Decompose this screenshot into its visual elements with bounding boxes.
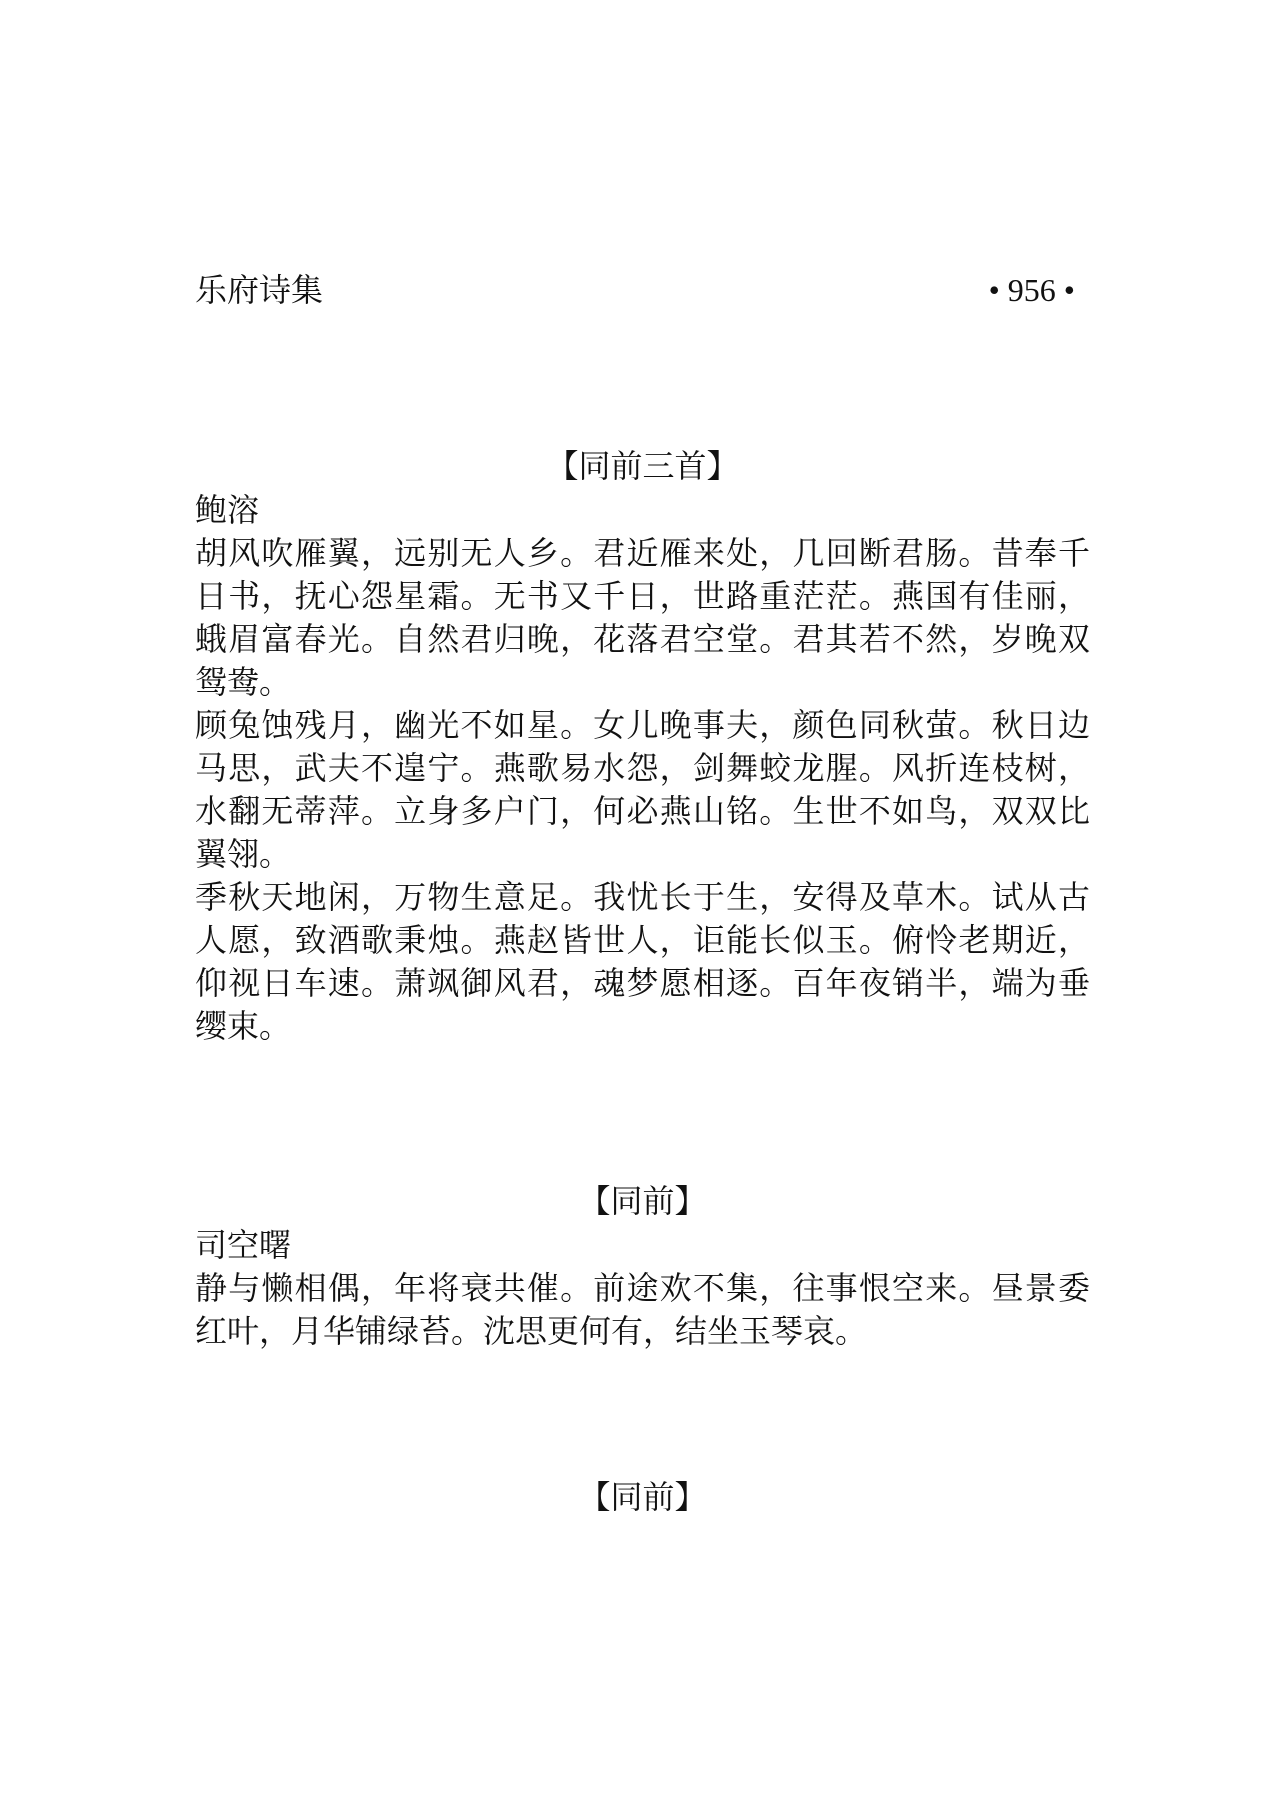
- poem-text: 静与懒相偶，年将衰共催。前途欢不集，往事恨空来。昼景委红叶，月华铺绿苔。沈思更何有，结坐玉琴哀。: [195, 1269, 1090, 1350]
- author-name: 司空曙: [195, 1226, 292, 1264]
- poem-text: 季秋天地闲，万物生意足。我忧长于生，安得及草木。试从古人愿，致酒歌秉烛。燕赵皆世人，讵能长似玉。俯怜老期近，仰视日车速。萧飒御风君，魂梦愿相逐。百年夜销半，端为垂缨束。: [195, 878, 1090, 1045]
- poem-section: [195, 444, 1090, 1048]
- section-heading: 【同前】: [578, 1478, 707, 1516]
- poem-text: 顾兔蚀残月，幽光不如星。女儿晚事夫，颜色同秋萤。秋日边马思，武夫不遑宁。燕歌易水怨，剑舞蛟龙腥。风折连枝树，水翻无蒂萍。立身多户门，何必燕山铭。生世不如鸟，双双比翼翎。: [195, 706, 1090, 873]
- poem-section: [195, 1179, 1090, 1353]
- page-number: • 956 •: [988, 272, 1075, 308]
- book-title: 乐府诗集: [195, 271, 324, 309]
- poem-text: 胡风吹雁翼，远别无人乡。君近雁来处，几回断君肠。昔奉千日书，抚心怨星霜。无书又千日，世路重茫茫。燕国有佳丽，蛾眉富春光。自然君归晚，花落君空堂。君其若不然，岁晚双鸳鸯。: [195, 534, 1090, 701]
- section-heading: 【同前三首】: [546, 447, 739, 485]
- poem-section: [195, 1475, 1090, 1519]
- section-heading: 【同前】: [578, 1182, 707, 1220]
- author-name: 鲍溶: [195, 491, 260, 529]
